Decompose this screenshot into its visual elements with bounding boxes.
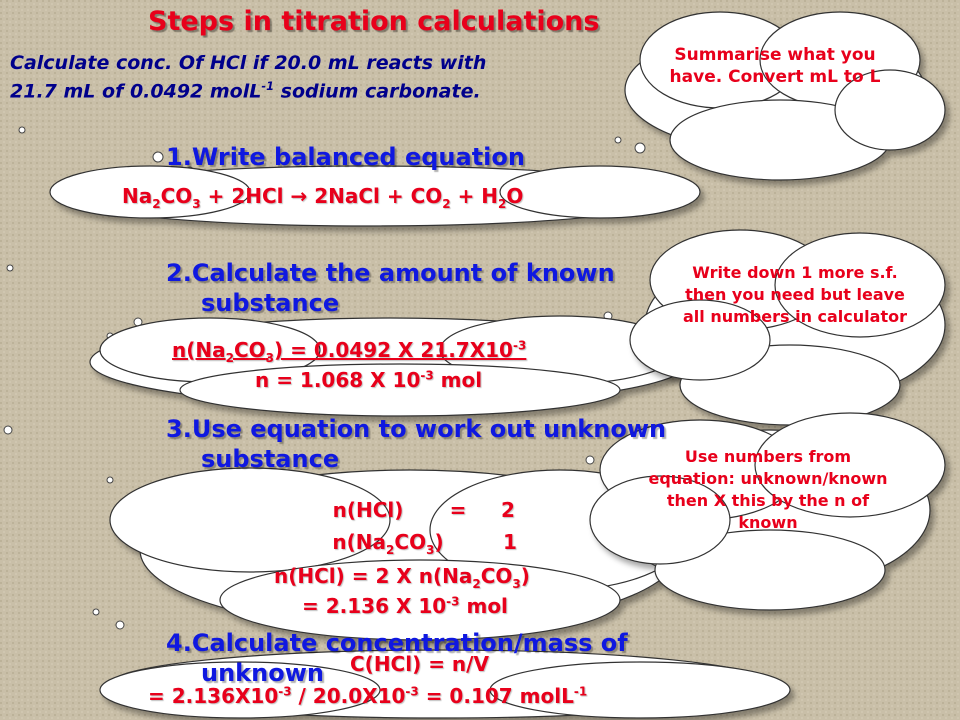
note-use-ratio: Use numbers from equation: unknown/known then X this by the n of known [648, 447, 888, 532]
note-summarise: Summarise what you have. Convert mL to L [669, 45, 881, 87]
step-4-line-1: C(HCl) = n/V [350, 652, 489, 676]
ratio-top: n(HCl) = 2 [332, 498, 515, 522]
note-sig-figs: Write down 1 more s.f. then you need but leave all numbers in calculator [683, 263, 907, 326]
step-1-heading: 1.Write balanced equation [166, 143, 525, 171]
problem-line-2: 21.7 mL of 0.0492 molL$^{-1}$ sodium carbonate. [10, 79, 481, 103]
page-title: Steps in titration calculations [148, 6, 600, 37]
arrow-icon: → [290, 184, 308, 208]
step-3-line-3: n(HCl) = 2 X $n(Na_2CO_3)$ [274, 564, 530, 591]
balanced-equation: $Na_2CO_3 + 2HCl$ → 2NaCl + $CO_2 + H_2O$ [122, 184, 524, 211]
step-3-line-4: = 2.136 X $10^{-3}$ mol [302, 594, 508, 618]
ratio-bottom: $n(Na_2CO_3)$ 1 [332, 530, 517, 557]
step-4-line-2: = $2.136X10^{-3} / 20.0X10^{-3} = 0.107$ molL$^{-1}$ [148, 684, 588, 708]
step-4-heading: 4.Calculate concentration/mass of unknown [166, 629, 628, 687]
problem-line-1: Calculate conc. Of HCl if 20.0 mL reacts with [10, 52, 487, 74]
problem-statement [10, 52, 486, 103]
step-3-heading: 3.Use equation to work out unknown substance [166, 415, 667, 473]
step-2-heading: 2.Calculate the amount of known substance [166, 259, 615, 317]
step-2-line-1: $n(Na_2CO_3) = 0.0492$ X $21.7X10^{-3}$ [172, 338, 527, 365]
step-2-line-2: n = 1.068 X $10^{-3}$ mol [255, 368, 483, 392]
